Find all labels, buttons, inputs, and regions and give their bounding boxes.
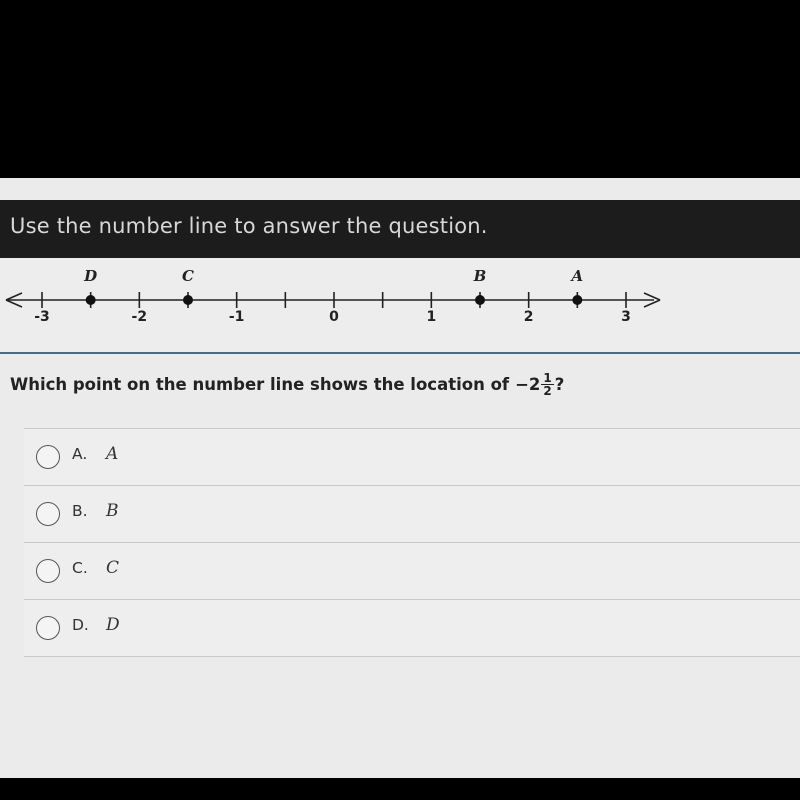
point-label: C: [182, 267, 194, 285]
choice-value: C: [106, 558, 120, 578]
mixed-number-whole: −2: [515, 375, 541, 394]
choice-value: B: [106, 501, 119, 521]
quiz-screen: [0, 178, 800, 778]
point-label: D: [84, 267, 98, 285]
instruction-text: Use the number line to answer the question.: [10, 214, 488, 238]
answer-choices: [24, 428, 800, 657]
choice-d[interactable]: [24, 599, 800, 657]
point-marker: [572, 295, 582, 305]
choice-letter: A.: [72, 445, 88, 463]
choice-a[interactable]: [24, 428, 800, 485]
point-marker: [475, 295, 485, 305]
instruction-header: [0, 200, 800, 258]
radio-button-icon[interactable]: [36, 616, 60, 640]
point-marker: [183, 295, 193, 305]
tick-label: -1: [228, 309, 245, 325]
choice-value: D: [106, 615, 120, 635]
fraction-numerator: 1: [543, 371, 552, 385]
question-mark: ?: [554, 375, 565, 394]
fraction: [541, 372, 553, 397]
choice-letter: D.: [72, 616, 89, 634]
tick-label: 0: [329, 309, 339, 325]
number-line-panel: [0, 258, 800, 354]
choice-c[interactable]: [24, 542, 800, 599]
tick-label: -3: [34, 309, 50, 325]
choice-value: A: [106, 444, 119, 464]
point-label: B: [473, 267, 487, 285]
tick-label: -2: [131, 309, 148, 325]
number-line: [0, 258, 800, 354]
fraction-denominator: 2: [543, 384, 552, 398]
point-label: A: [571, 267, 584, 285]
choice-letter: C.: [72, 559, 88, 577]
question-text: Which point on the number line shows the location of: [10, 375, 510, 394]
panel-divider: [0, 352, 800, 354]
radio-button-icon[interactable]: [36, 445, 60, 469]
point-marker: [86, 295, 96, 305]
radio-button-icon[interactable]: [36, 502, 60, 526]
choice-b[interactable]: [24, 485, 800, 542]
question-prompt: [10, 372, 564, 397]
tick-label: 1: [426, 309, 437, 325]
tick-label: 3: [621, 309, 631, 325]
tick-label: 2: [523, 309, 534, 325]
radio-button-icon[interactable]: [36, 559, 60, 583]
choice-letter: B.: [72, 502, 88, 520]
